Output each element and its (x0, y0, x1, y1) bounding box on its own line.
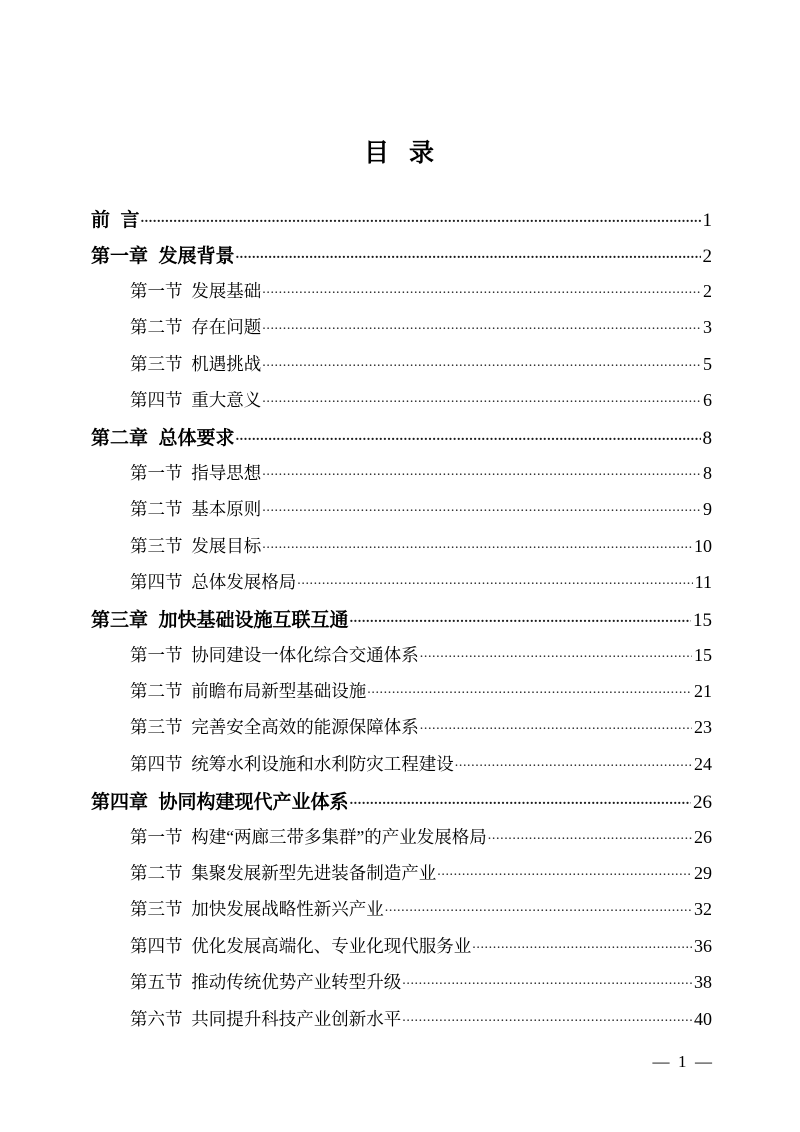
toc-entry[interactable] (0, 933, 800, 969)
toc-entry-page-number: 38 (694, 972, 712, 993)
toc-entry-label: 第二章 总体要求 (91, 428, 235, 450)
toc-dot-leader (262, 316, 701, 334)
toc-entry[interactable] (0, 751, 800, 787)
page-number-footer: — 1 — (652, 1052, 712, 1071)
toc-entry-label: 第三章 加快基础设施互联互通 (91, 610, 349, 632)
toc-dot-leader (141, 207, 701, 226)
toc-dot-leader (262, 461, 701, 479)
toc-entry[interactable] (0, 423, 800, 459)
toc-entry[interactable] (0, 605, 800, 641)
toc-entry-page-number: 8 (702, 428, 712, 450)
toc-dot-leader (350, 789, 691, 808)
toc-entry-page-number: 3 (703, 317, 712, 338)
toc-dot-leader (455, 752, 692, 770)
toc-entry-label: 第四节 重大意义 (130, 389, 262, 410)
toc-entry-label: 第一节 协同建设一体化综合交通体系 (130, 644, 419, 665)
toc-dot-leader (262, 279, 701, 297)
toc-entry[interactable] (0, 533, 800, 569)
toc-entry[interactable] (0, 496, 800, 532)
toc-dot-leader (385, 898, 692, 916)
toc-dot-leader (262, 352, 701, 370)
toc-entry-page-number: 15 (694, 644, 712, 665)
toc-entry-label: 第一节 构建“两廊三带多集群”的产业发展格局 (130, 826, 487, 847)
toc-entry-page-number: 11 (694, 571, 712, 592)
toc-entry-label: 第二节 集聚发展新型先进装备制造产业 (130, 863, 437, 884)
toc-entry[interactable] (0, 205, 800, 241)
toc-entry[interactable] (0, 569, 800, 605)
toc-entry-label: 第四章 协同构建现代产业体系 (91, 792, 349, 814)
toc-dot-leader (402, 971, 692, 989)
toc-entry-label: 第五节 推动传统优势产业转型升级 (130, 972, 402, 993)
toc-dot-leader (402, 1007, 692, 1025)
toc-entry-page-number: 1 (702, 210, 712, 231)
toc-entry-page-number: 40 (694, 1008, 712, 1029)
toc-dot-leader (297, 570, 692, 588)
toc-entry-label: 第四节 优化发展高端化、专业化现代服务业 (130, 935, 472, 956)
toc-entry-label: 第四节 总体发展格局 (130, 571, 297, 592)
toc-entry[interactable] (0, 787, 800, 823)
toc-entry[interactable] (0, 278, 800, 314)
toc-entry[interactable] (0, 860, 800, 896)
toc-entry-label: 第四节 统筹水利设施和水利防灾工程建设 (130, 753, 454, 774)
toc-entry[interactable] (0, 387, 800, 423)
toc-dot-leader (437, 862, 692, 880)
toc-entry-page-number: 2 (703, 280, 712, 301)
toc-entry[interactable] (0, 824, 800, 860)
toc-entry[interactable] (0, 460, 800, 496)
toc-entry-label: 前 言 (91, 210, 140, 231)
toc-dot-leader (262, 534, 692, 552)
toc-entry-label: 第三节 加快发展战略性新兴产业 (130, 899, 384, 920)
toc-entry-page-number: 6 (703, 389, 712, 410)
toc-entry-page-number: 26 (693, 792, 712, 814)
toc-entry-page-number: 10 (694, 535, 712, 556)
toc-entry-label: 第二节 前瞻布局新型基础设施 (130, 681, 367, 702)
toc-entry-page-number: 24 (694, 753, 712, 774)
toc-entry[interactable] (0, 1006, 800, 1042)
toc-entry-page-number: 9 (703, 499, 712, 520)
toc-entry-page-number: 21 (694, 681, 712, 702)
toc-dot-leader (262, 498, 701, 516)
toc-entry[interactable] (0, 314, 800, 350)
toc-dot-leader (420, 716, 692, 734)
toc-entry-label: 第一节 指导思想 (130, 462, 262, 483)
toc-entry[interactable] (0, 678, 800, 714)
toc-entry-label: 第三节 机遇挑战 (130, 353, 262, 374)
toc-entry-label: 第二节 存在问题 (130, 317, 262, 338)
toc-entry[interactable] (0, 642, 800, 678)
toc-entry-label: 第一节 发展基础 (130, 280, 262, 301)
toc-dot-leader (420, 643, 692, 661)
toc-dot-leader (350, 607, 691, 626)
toc-dot-leader (367, 680, 692, 698)
toc-entry-page-number: 32 (694, 899, 712, 920)
toc-entry-label: 第三节 发展目标 (130, 535, 262, 556)
toc-entry-page-number: 2 (702, 246, 712, 268)
toc-dot-leader (472, 934, 692, 952)
toc-entry-label: 第二节 基本原则 (130, 499, 262, 520)
toc-dot-leader (236, 425, 701, 444)
toc-entry[interactable] (0, 241, 800, 277)
toc-entry-label: 第一章 发展背景 (91, 246, 235, 268)
toc-entry-page-number: 5 (703, 353, 712, 374)
toc-entry[interactable] (0, 896, 800, 932)
toc-entry-page-number: 36 (694, 935, 712, 956)
toc-entry-page-number: 8 (703, 462, 712, 483)
toc-entry-page-number: 29 (694, 863, 712, 884)
toc-dot-leader (236, 243, 701, 262)
table-of-contents-list (0, 205, 800, 1042)
toc-dot-leader (262, 388, 701, 406)
toc-entry-label: 第三节 完善安全高效的能源保障体系 (130, 717, 419, 738)
toc-entry-page-number: 15 (693, 610, 712, 632)
toc-entry-page-number: 23 (694, 717, 712, 738)
toc-entry[interactable] (0, 714, 800, 750)
toc-entry[interactable] (0, 351, 800, 387)
page-title: 目 录 (364, 139, 436, 167)
toc-entry[interactable] (0, 969, 800, 1005)
toc-dot-leader (488, 825, 692, 843)
toc-entry-label: 第六节 共同提升科技产业创新水平 (130, 1008, 402, 1029)
toc-entry-page-number: 26 (694, 826, 712, 847)
